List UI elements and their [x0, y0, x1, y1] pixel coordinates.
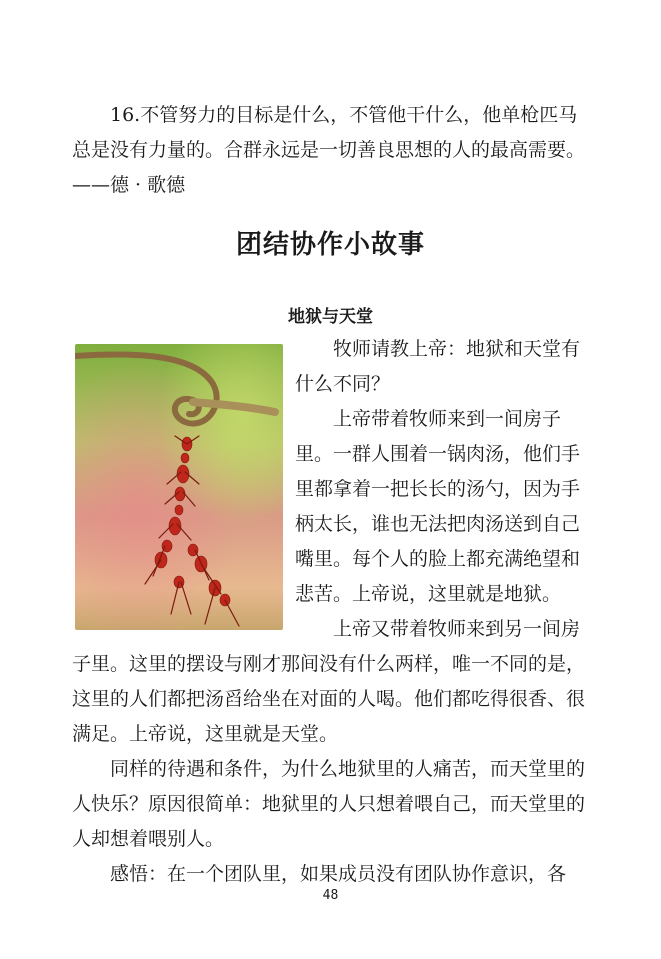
quote-text: 16.不管努力的目标是什么，不管他干什么，他单枪匹马总是没有力量的。合群永远是一切善良思想的人的最高需要。——德 · 歌德	[72, 104, 586, 196]
story-paragraph-5: 感悟：在一个团队里，如果成员没有团队协作意识，各	[110, 863, 567, 885]
story-paragraph-2: 上帝带着牧师来到一间房子里。一群人围着一锅肉汤，他们手里都拿着一把长长的汤勺，因为手柄太长，谁也无法把肉汤送到自己嘴里。每个人的脸上都充满绝望和悲苦。上帝说，这里就是地狱。	[295, 408, 581, 605]
story-body	[72, 332, 592, 892]
quote-block	[72, 98, 592, 203]
story-title: 地狱与天堂	[288, 307, 373, 327]
story-paragraph-1: 牧师请教上帝：地狱和天堂有什么不同？	[295, 338, 581, 395]
ants-photo	[75, 344, 283, 630]
section-title: 团结协作小故事	[235, 230, 425, 260]
story-paragraph-3: 上帝又带着牧师来到另一间房子里。这里的摆设与刚才那间没有什么两样，唯一不同的是，这里的人们都把汤舀给坐在对面的人喝。他们都吃得很香、很满足。上帝说，这里就是天堂。	[72, 618, 586, 745]
ants-illustration	[75, 344, 283, 630]
story-paragraph-4: 同样的待遇和条件，为什么地狱里的人痛苦，而天堂里的人快乐？原因很简单：地狱里的人只想着喂自己，而天堂里的人却想着喂别人。	[72, 758, 586, 850]
page-number: 48	[322, 888, 339, 903]
